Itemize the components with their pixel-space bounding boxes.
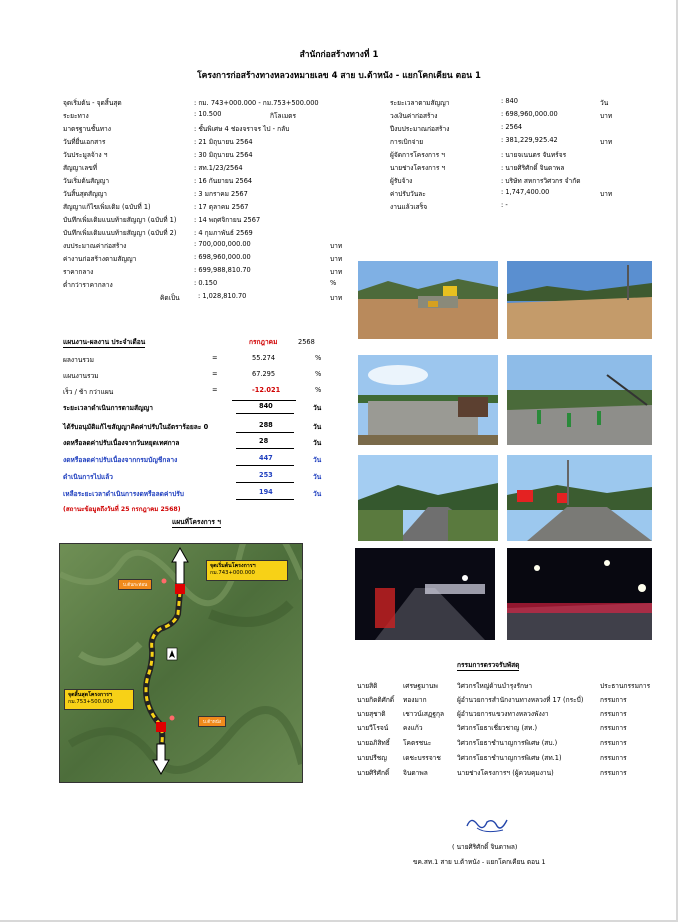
day-unit: วัน — [313, 423, 322, 431]
divider — [232, 400, 296, 401]
member-position: วิศวกรโยธาชำนาญการพิเศษ (สท.1) — [457, 754, 562, 762]
day-label: ระยะเวลาดำเนินการตามสัญญา — [63, 404, 153, 412]
project-map — [59, 543, 303, 783]
info-value: : 16 กันยายน 2564 — [194, 177, 253, 185]
info-value: : นายจเนนตร จันทร์จร — [501, 151, 567, 159]
member-position: วิศวกรโยธาเชี่ยวชาญ (สท.) — [457, 724, 538, 732]
member-role: กรรมการ — [600, 769, 627, 777]
member-first: นายศิริศักดิ์ — [357, 769, 390, 777]
day-unit: วัน — [313, 473, 322, 481]
info-unit: บาท — [330, 294, 343, 302]
info-label: งานแล้วเสร็จ — [390, 203, 428, 211]
member-position: วิศวกรใหญ่ด้านบำรุงรักษา — [457, 682, 533, 690]
progress-eq: = — [212, 370, 218, 378]
progress-label: แผนงานรวม — [63, 372, 99, 380]
day-value: 194 — [259, 488, 273, 496]
member-position: ผู้อำนวยการแขวงทางหลวงพังงา — [457, 710, 549, 718]
info-unit: วัน — [600, 99, 609, 107]
signature-name: ( นายศิริศักดิ์ จินดาพล) — [452, 843, 518, 851]
info-value: : 17 ตุลาคม 2567 — [194, 203, 249, 211]
info-label: ผู้รับจ้าง — [390, 177, 413, 185]
info-value: : 21 มิถุนายน 2564 — [194, 138, 253, 146]
info-value: : 14 พฤศจิกายน 2567 — [194, 216, 261, 224]
day-value: 447 — [259, 454, 273, 462]
member-first: นายกิตติศักดิ์ — [357, 696, 395, 704]
info-value: : 1,747,400.00 — [501, 188, 550, 196]
info-label: วันที่ยื่นเอกสาร — [63, 138, 106, 146]
info-value: : 4 กุมภาพันธ์ 2569 — [194, 229, 253, 237]
info-value: : 2564 — [501, 123, 523, 131]
day-value: 840 — [259, 402, 273, 410]
info-value: : 700,000,000.00 — [194, 240, 251, 248]
day-unit: วัน — [313, 456, 322, 464]
info-unit: บาท — [330, 242, 343, 250]
info-value: : 30 มิถุนายน 2564 — [194, 151, 253, 159]
member-first: นายอภิสิทธิ์ — [357, 739, 390, 747]
progress-month: กรกฎาคม — [249, 338, 278, 346]
site-photo-7 — [355, 548, 495, 640]
member-role: กรรมการ — [600, 710, 627, 718]
member-last: โคตรชนะ — [403, 739, 432, 747]
signature-mark — [463, 812, 515, 838]
info-value: : 840 — [501, 97, 518, 105]
site-photo-1 — [358, 261, 498, 339]
signature-position: ขค.สท.1 สาย บ.ต้าหนัง - แยกโคกเคียน ตอน 1 — [413, 858, 546, 866]
start-label: จุดเริ่มต้นโครงการฯ — [210, 563, 256, 569]
progress-eq: = — [212, 354, 218, 362]
day-label: ได้รับอนุมัติแก้ไขสัญญาคิดค่าปรับในอัตราร้อยละ 0 — [63, 423, 209, 431]
progress-heading: แผนงาน-ผลงาน ประจำเดือน — [63, 338, 146, 346]
member-last: เศรษฐมานพ — [403, 682, 438, 690]
page-title: สำนักก่อสร้างทางที่ 1 — [299, 50, 379, 60]
info-label: ต่ำกว่าราคากลาง — [63, 281, 113, 289]
site-photo-6 — [507, 455, 652, 541]
member-last: เชาวน์เสฏฐกุล — [403, 710, 445, 718]
info-label: ค่างานก่อสร้างตามสัญญา — [63, 255, 137, 263]
member-last: จินดาพล — [403, 769, 428, 777]
info-value: : - — [501, 201, 508, 209]
info-label: สัญญาเลขที่ — [63, 164, 98, 172]
info-label: วันเริ่มต้นสัญญา — [63, 177, 110, 185]
info-value: : นายศิริศักดิ์ จินดาพล — [501, 164, 565, 172]
info-value: : 0.150 — [194, 279, 218, 287]
info-label: บันทึกเพิ่มเติมแนบท้ายสัญญา (ฉบับที่ 1) — [63, 216, 177, 224]
member-role: กรรมการ — [600, 754, 627, 762]
info-label: ราคากลาง — [63, 268, 94, 276]
member-last: คงแก้ว — [403, 724, 423, 732]
day-label: งดหรือลดค่าปรับเนื่องจากกรมบัญชีกลาง — [63, 456, 178, 464]
status-note: (สถานะข้อมูลถึงวันที่ 25 กรกฎาคม 2568) — [63, 506, 181, 513]
info-unit: บาท — [330, 268, 343, 276]
info-label: สัญญาแก้ไขเพิ่มเติม (ฉบับที่ 1) — [63, 203, 151, 211]
info-value: : 381,229,925.42 — [501, 136, 558, 144]
end-callout — [64, 689, 134, 710]
progress-value: 67.295 — [252, 370, 276, 378]
start-km: กม.743+000.000 — [210, 570, 255, 576]
site-photo-8 — [507, 548, 652, 640]
info-value: : 10.500 — [194, 110, 222, 118]
site-photo-2 — [507, 261, 652, 339]
day-value: 28 — [259, 437, 269, 445]
info-value: : 699,988,810.70 — [194, 266, 251, 274]
day-unit: วัน — [313, 439, 322, 447]
site-photo-4 — [507, 355, 652, 445]
info-label: มาตรฐานชั้นทาง — [63, 125, 111, 133]
site-photo-3 — [358, 355, 498, 445]
info-label: ค่าปรับวันละ — [390, 190, 426, 198]
info-unit: บาท — [600, 112, 613, 120]
committee-heading: กรรมการตรวจรับพัสดุ — [457, 661, 520, 669]
progress-year: 2568 — [298, 338, 315, 346]
day-value: 288 — [259, 421, 273, 429]
member-first: นายสิติ — [357, 682, 378, 690]
start-callout — [206, 560, 288, 581]
info-label: ปีงบประมาณก่อสร้าง — [390, 125, 450, 133]
member-role: กรรมการ — [600, 696, 627, 704]
progress-unit: % — [315, 354, 322, 362]
progress-label: เร็ว / ช้า กว่าแผน — [63, 388, 114, 396]
info-unit: บาท — [330, 255, 343, 263]
member-first: นายวีโรจน์ — [357, 724, 389, 732]
member-first: นายสุชาติ — [357, 710, 386, 718]
member-position: วิศวกรโยธาชำนาญการพิเศษ (สบ.) — [457, 739, 558, 747]
info-label: การเบิกจ่าย — [390, 138, 424, 146]
info-value: : 698,960,000.00 — [501, 110, 558, 118]
member-role: กรรมการ — [600, 739, 627, 747]
day-underline — [236, 482, 294, 483]
day-value: 253 — [259, 471, 273, 479]
member-last: เดชะบรรจาช — [403, 754, 441, 762]
member-position: นายช่างโครงการฯ (ผู้ควบคุมงาน) — [457, 769, 554, 777]
day-underline — [236, 465, 294, 466]
member-role: ประธานกรรมการ — [600, 682, 651, 690]
info-unit: บาท — [600, 190, 613, 198]
info-label: ผู้จัดการโครงการ ฯ — [390, 151, 445, 159]
day-label: เหลือระยะเวลาดำเนินการงดหรือลดค่าปรับ — [63, 490, 184, 498]
info-value: : 698,960,000.00 — [194, 253, 251, 261]
info-label: ระยะเวลาตามสัญญา — [390, 99, 450, 107]
progress-eq: = — [212, 386, 218, 394]
info-label: งบประมาณค่าก่อสร้าง — [63, 242, 127, 250]
progress-value: -12.021 — [252, 386, 281, 394]
member-first: นายปรีชญ — [357, 754, 387, 762]
info-value: : 1,028,810.70 — [198, 292, 247, 300]
map-heading: แผนที่โครงการ ฯ — [172, 518, 221, 526]
day-unit: วัน — [313, 404, 322, 412]
info-value: : บริษัท สหการวิศวกร จำกัด — [501, 177, 581, 185]
site-photo-5 — [358, 455, 498, 541]
info-label: วันประมูลจ้าง ฯ — [63, 151, 108, 159]
info-label: วันสิ้นสุดสัญญา — [63, 190, 108, 198]
info-label: บันทึกเพิ่มเติมแนบท้ายสัญญา (ฉบับที่ 2) — [63, 229, 177, 237]
member-role: กรรมการ — [600, 724, 627, 732]
info-unit: บาท — [600, 138, 613, 146]
progress-unit: % — [315, 386, 322, 394]
info-value: : กม. 743+000.000 - กม.753+500.000 — [194, 99, 319, 107]
info-label: จุดเริ่มต้น - จุดสิ้นสุด — [63, 99, 122, 107]
info-label: ระยะทาง — [63, 112, 89, 120]
project-title: โครงการก่อสร้างทางหลวงหมายเลข 4 สาย บ.ต้าหนัง - แยกโคกเคียน ตอน 1 — [197, 71, 481, 81]
info-value: : 3 มกราคม 2567 — [194, 190, 248, 198]
progress-label: ผลงานรวม — [63, 356, 94, 364]
info-value: : ชั้นพิเศษ 4 ช่องจราจร ไป - กลับ — [194, 125, 290, 133]
day-label: งดหรือลดค่าปรับเนื่องจากวันหยุดเทศกาล — [63, 439, 180, 447]
day-label: ดำเนินการไปแล้ว — [63, 473, 113, 481]
end-label: จุดสิ้นสุดโครงการฯ — [68, 692, 112, 698]
info-value: : สท.1/23/2564 — [194, 164, 243, 172]
progress-unit: % — [315, 370, 322, 378]
day-underline — [236, 432, 294, 433]
member-last: ทองมาก — [403, 696, 427, 704]
member-position: ผู้อำนวยการสำนักงานทางหลวงที่ 17 (กระบี่) — [457, 696, 584, 704]
info-label: นายช่างโครงการ ฯ — [390, 164, 446, 172]
poi-label-1: บ.ต้นกะท่อน — [118, 579, 152, 590]
info-unit: กิโลเมตร — [270, 112, 296, 120]
day-unit: วัน — [313, 490, 322, 498]
day-underline — [236, 413, 294, 414]
progress-value: 55.274 — [252, 354, 276, 362]
poi-label-2: บ.ต้าหนัง — [198, 716, 226, 727]
info-label: คิดเป็น — [160, 294, 180, 302]
info-label: วงเงินค่าก่อสร้าง — [390, 112, 438, 120]
end-km: กม.753+500.000 — [68, 699, 113, 705]
info-unit: % — [330, 279, 337, 287]
day-underline — [236, 499, 294, 500]
day-underline — [236, 448, 294, 449]
